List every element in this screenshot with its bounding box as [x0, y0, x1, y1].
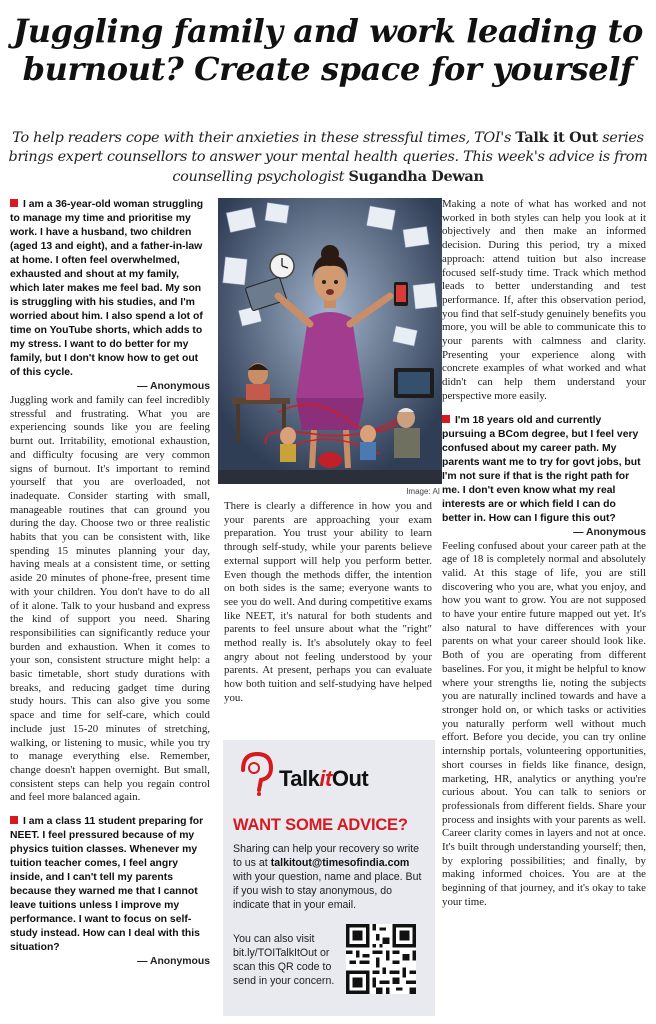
deck — [8, 128, 648, 187]
letter-3-question: I'm 18 years old and currently pursuing a BCom degree, but I feel very confused about my career path. My parents want me to try for govt jobs, but I'm not sure if that is the right path for me. I don't even know what my real interests are or which field I can do better in. How can I figure this out? — [442, 414, 641, 524]
red-bullet-icon — [442, 415, 450, 423]
letter-3-answer: Feeling confused about your career path at the age of 18 is completely normal and absolutely valid. At this stage of life, you are still discovering who you are, what you enjoy, and how you want to grow. You are not supposed to have your entire future mapped out yet. It's also natural to have differences with your parents on what your career should look like. Both of you are operating from different baselines. For you, it might be helpful to know where your strengths lie, noting the subjects you are naturally inclined towards and have a stronger hold on, or which tasks or activities you naturally perform well without much effort. Before you decide, you can try online internship portals, volunteering opportunities, short courses in fields like finance, design, marketing, HR, analytics or anything you're curious about. You can talk to seniors or professionals from different fields. Share your process and insights with your parents as well. Career clarity comes in layers and not at once. It's built through understanding yourself; then, by exploring possibilities; and finally, by making informed choices. You are at the beginning of that journey, and it's okay to take your time. — [442, 539, 646, 908]
column-left — [10, 198, 210, 969]
letter-3-signoff: — Anonymous — [573, 526, 646, 538]
promo-description: Sharing can help your recovery so write to us at talkitout@timesofindia.com with your question, name and place. But if you wish to stay anonymous, do indicate that in your email. — [233, 843, 422, 911]
headline: Juggling family and work leading to burnout? Create space for yourself — [13, 12, 643, 88]
image-credit: Image: AI — [406, 487, 440, 496]
illustration-overwhelmed-mother — [218, 198, 442, 484]
qr-code-icon — [346, 924, 416, 994]
deck-expert-name: Sugandha Dewan — [348, 168, 484, 185]
promo-visit-text: You can also visit bit.ly/TOITalkItOut or scan this QR code to send in your concern. — [233, 933, 335, 987]
letter-1-question: I am a 36-year-old woman struggling to manage my time and prioritise my work. I have a husband, two children (aged 13 and eight), and a father-in-law at home. I often feel overwhelmed, exhausted and shout at my family, which later makes me feel bad. My son is struggling with his studies, and I'm worried about him. I also spend a lot of time on YouTube shorts, which adds to my stress. I want to do better for my family, but I don't know how to get out of this cycle. — [10, 199, 204, 378]
letter-1-answer: Juggling work and family can feel incredibly stressful and frustrating. What you are experiencing sounds like you are feeling burnt out. Irritability, emotional exhaustion, and difficulty focusing are very common signs of burnout. It's important to remind yourself that you are overloaded, not inadequate. Consider starting with small, manageable routines that can ground you during the day. Choose two or three realistic habits that you can be consistent with, like spending 15 minutes planning your day, having meals at a consistent time, or setting aside 20 minutes of phone-free, present time with your children. You don't have to do all of it alone. Talk to your husband and express the kind of support you need. Sharing responsibilities can significantly reduce your burden and exhaustion. When it comes to your son, consistent structure might help: a basic timetable, short study durations with breaks, and reducing gadget time during study hours. This can also give you some space and time for self-care, which could include just 15-20 minutes of stretching, walking, or listening to music, while you try to manage everything else. Remember, change doesn't happen overnight. But small, consistent steps can help you regain control and feel more balanced again. — [10, 394, 210, 804]
contact-email[interactable]: talkitout@timesofindia.com — [270, 857, 410, 869]
deck-middle: series brings expert counsellors to answer your mental health queries. This week's advice is from counselling psychologist — [8, 130, 648, 185]
letter-2-question: I am a class 11 student preparing for NEET. I feel pressured because of my physics tuition classes. Whenever my tuition teacher comes, I feel angry inside, and I can't tell my parents because they warned me that I cannot leave tuitions unless I improve my performance. I want to focus on self-study instead. How can I deal with this situation? — [10, 816, 204, 954]
qr-code[interactable] — [346, 924, 416, 994]
illustration-image — [218, 198, 442, 484]
red-bullet-icon — [10, 199, 18, 207]
letter-1-signoff: — Anonymous — [137, 381, 210, 392]
letter-2-signoff: — Anonymous — [137, 956, 210, 968]
talk-it-out-logo — [235, 750, 423, 796]
deck-series-name: Talk it Out — [515, 129, 598, 146]
column-middle — [224, 500, 432, 706]
question-mark-head-icon — [235, 750, 279, 796]
column-right — [442, 198, 646, 910]
red-bullet-icon — [10, 816, 18, 824]
promo-link[interactable]: bit.ly/TOITalkItOut — [233, 947, 317, 959]
deck-intro: To help readers cope with their anxieties in these stressful times, TOI's — [12, 130, 512, 146]
talk-it-out-promo-box — [223, 740, 435, 1016]
promo-heading: WANT SOME ADVICE? — [233, 816, 408, 834]
letter-2-answer-part1: There is clearly a difference in how you and your parents are approaching your exam preparation. You trust your ability to learn through self-study, while your parents believe external support will help you perform better. Even though the methods differ, the intention on both sides is the same; everyone wants to see you do well. And during competitive exams like NEET, it's natural for both students and parents to feel unsure about what the "right" method really is. It's absolutely okay to feel angry about not feeling understood by your parents. At present, perhaps you can evaluate how both tuition and self-studying have helped you. — [224, 500, 432, 704]
brand-name: TalkitOut — [279, 766, 369, 791]
letter-2-answer-part2: Making a note of what has worked and not worked in both styles can help you look at it objectively and then make an informed decision. During this period, try a mixed approach: attend tuition but also increase focused self-study time. Track which method leads to better understanding and test performance. If, after this observation period, you find that self-study genuinely benefits you more, you will be able to communicate this to your parents with calmness and clarity. Presenting your experience along with concrete examples of what worked and what didn't can help them understand your perspective more easily. — [442, 198, 646, 402]
